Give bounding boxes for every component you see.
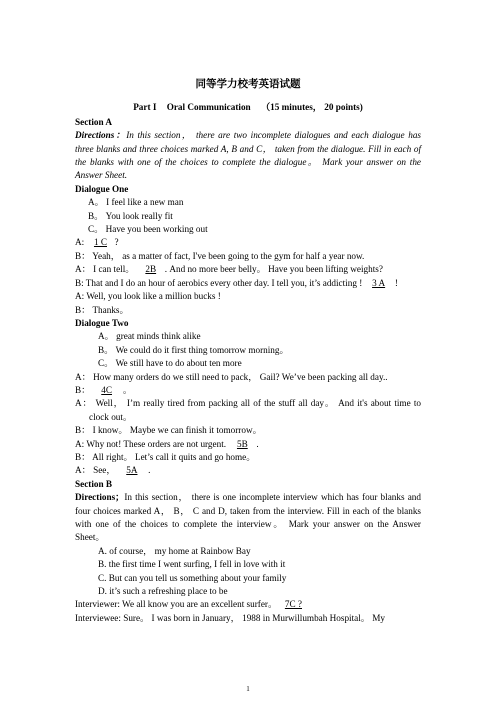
option-line: B。 We could do it first thing tomorrow morning。 [98,344,289,355]
section-b-directions [75,491,421,545]
answer-blank: 5A [126,465,138,476]
answer-blank: 7C ? [284,599,302,610]
option-line: B. the first time I went surfing, I fell in love with it [98,559,286,570]
page-number: 1 [246,685,250,693]
option-line: B。 You look really fit [88,210,173,221]
part-heading [75,101,421,114]
interview-line: Interviewee: Sure。 I was born in January， 1988 in Murwillumbah Hospital。 My [75,612,386,623]
option-line: A。 great minds think alike [98,331,201,342]
dialogue-one-heading: Dialogue One [75,183,129,194]
dialogue-line: A: Well, you look like a million bucks ! [75,291,221,302]
part-name: Part I [133,102,157,113]
section-b-heading: Section B [75,478,113,489]
dialogue-line: A： How many orders do we still need to pack， Gail? We’ve been packing all day.. [75,371,388,382]
dialogue-line: B： Yeah， as a matter of fact, I've been going to the gym for half a year now. [75,250,365,261]
answer-blank: 2B [145,264,157,275]
directions-text: In this section， there is one incomplete interview which has four blanks and four choices marked A， B， C and D, taken from the interview. Fill in each of the blanks with one of the choices to complete the interview。 Mark your answer on the Answer Sheet。 [75,492,421,543]
dialogue-line: B： I know。 Maybe we can finish it tomorrow。 [75,425,262,436]
answer-blank: 4C [101,384,112,395]
part-time: （15 minutes， 20 points) [260,102,363,113]
interview-line: Interviewer: We all know you are an excellent surfer。 7C ? [75,598,421,611]
dialogue-line: A: Why not! These orders are not urgent. 5B . [75,438,421,451]
section-a-directions [75,129,421,183]
part-subject: Oral Communication [166,102,251,113]
dialogue-line: B： 4C 。 [75,384,421,397]
option-line: A。 I feel like a new man [88,197,184,208]
exam-title: 同等学力校考英语试题 [195,79,301,90]
answer-blank: 3 A [372,277,386,288]
dialogue-line: B: That and I do an hour of aerobics every other day. I tell you, it’s addicting ! 3 A ! [75,277,421,290]
section-a-heading: Section A [75,116,113,127]
option-line: D. it’s such a refreshing place to be [98,586,228,597]
option-line: C。 Have you been working out [88,224,208,235]
dialogue-line: A： I can tell。 2B . And no more beer belly。 Have you been lifting weights? [75,263,421,276]
dialogue-line: A: 1 C ? [75,236,421,249]
answer-blank: 5B [236,438,248,449]
answer-blank: 1 C [93,237,107,248]
directions-label: Directions： [75,130,127,141]
dialogue-two-heading: Dialogue Two [75,317,129,328]
option-line: C。 We still have to do about ten more [98,358,242,369]
dialogue-line: B： All right。 Let’s call it quits and go home。 [75,451,256,462]
option-line: C. But can you tell us something about your family [98,572,287,583]
directions-text: In this section， there are two incomplete dialogues and each dialogue has three blanks and three choices marked A, B and C， taken from the dialogue. Fill in each of the blanks with one of the choices to complete the dialogue。 Mark your answer on the Answer Sheet. [75,130,421,181]
directions-label: Directions； [75,492,125,503]
document-body [75,78,421,625]
option-line: A. of course， my home at Rainbow Bay [98,545,251,556]
dialogue-line: A： See， 5A . [75,464,421,477]
dialogue-line: A： Well， I’m really tired from packing all of the stuff all day。 And it's about time to clock out。 [75,398,421,422]
dialogue-line: B： Thanks。 [75,304,129,315]
